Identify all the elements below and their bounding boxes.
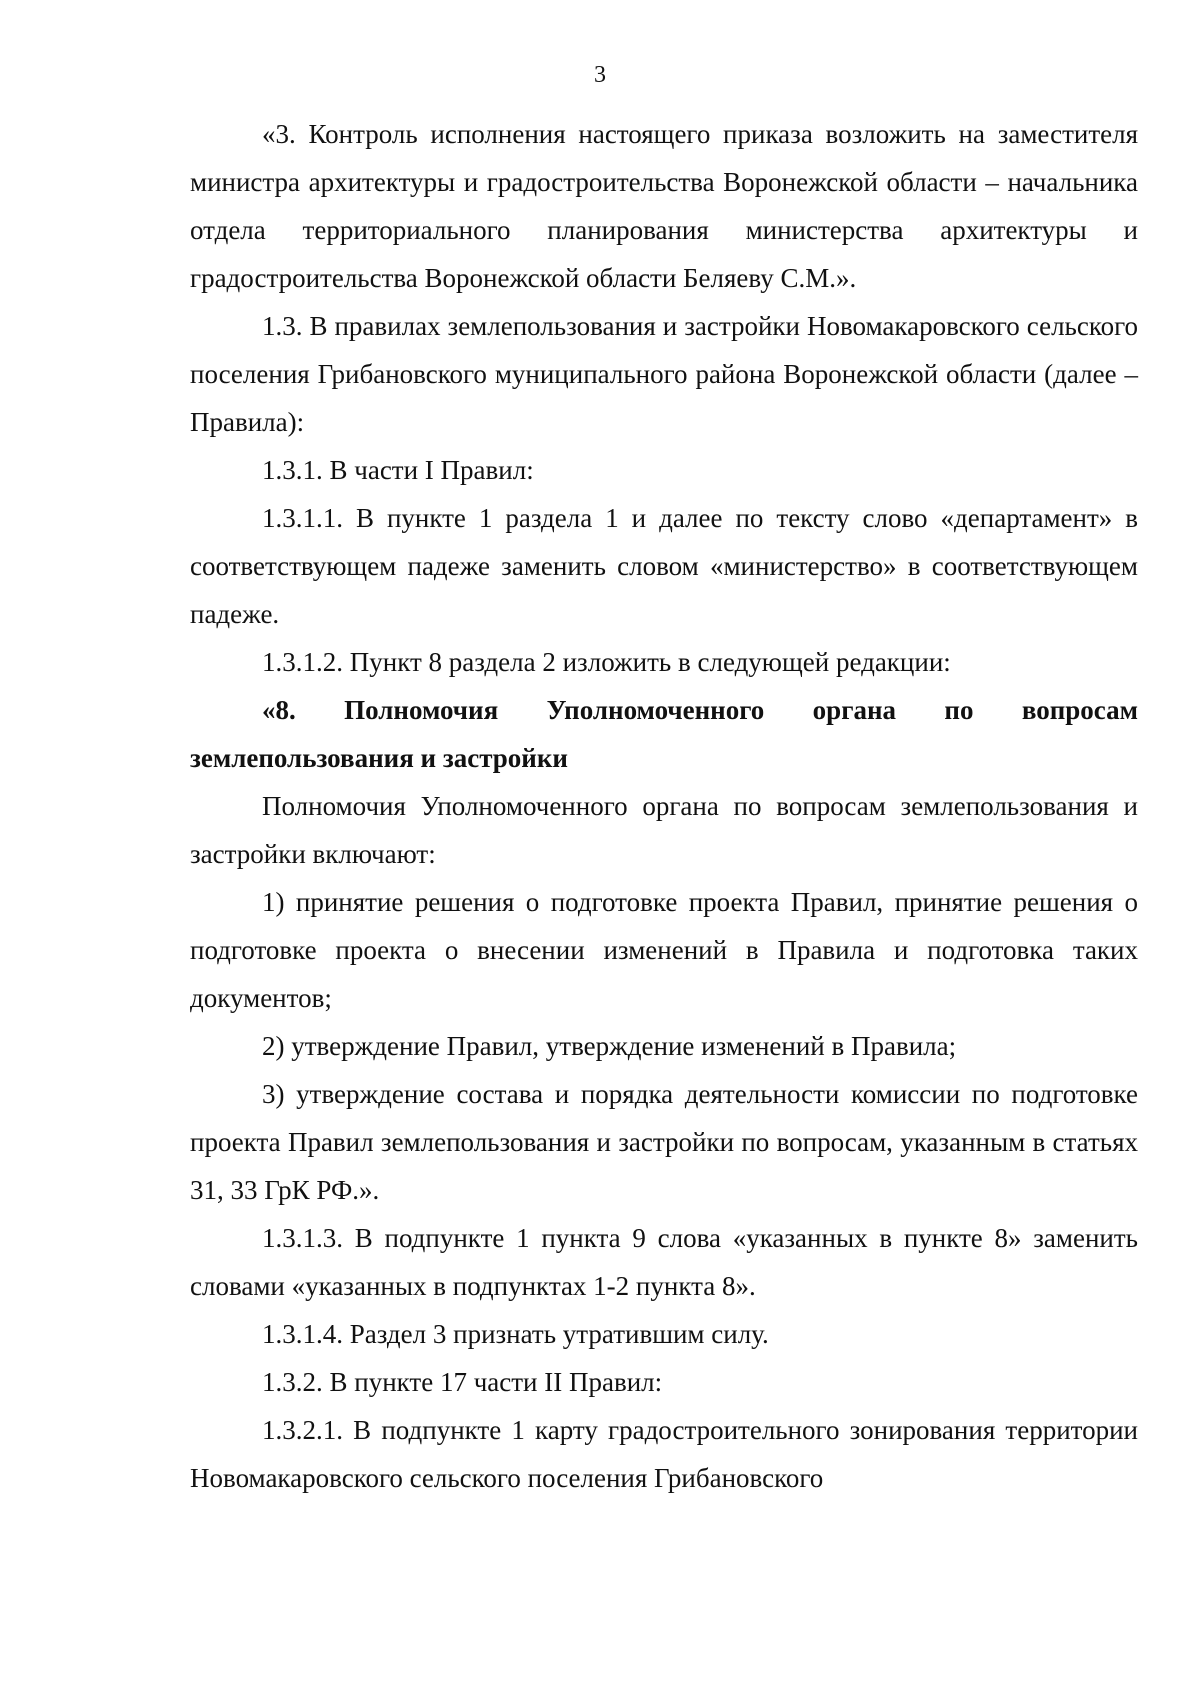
paragraph-1-3: 1.3. В правилах землепользования и застройки Новомакаровского сельского поселения Грибановского муниципального района Воронежской области (далее – Правила): xyxy=(190,311,1138,437)
list-item-1: 1) принятие решения о подготовке проекта Правил, принятие решения о подготовке проекта о внесении изменений в Правила и подготовка таких документов; xyxy=(190,887,1138,1013)
document-body xyxy=(190,110,1138,1502)
paragraph-1-3-1-1: 1.3.1.1. В пункте 1 раздела 1 и далее по тексту слово «департамент» в соответствующем падеже заменить словом «министерство» в соответствующем падеже. xyxy=(190,503,1138,629)
list-item-3: 3) утверждение состава и порядка деятельности комиссии по подготовке проекта Правил землепользования и застройки по вопросам, указанным в статьях 31, 33 ГрК РФ.». xyxy=(190,1079,1138,1205)
paragraph-1-3-1-2: 1.3.1.2. Пункт 8 раздела 2 изложить в следующей редакции: xyxy=(262,647,951,677)
paragraph-1-3-2: 1.3.2. В пункте 17 части II Правил: xyxy=(262,1367,663,1397)
paragraph-powers-intro: Полномочия Уполномоченного органа по вопросам землепользования и застройки включают: xyxy=(190,791,1138,869)
paragraph-1-3-2-1: 1.3.2.1. В подпункте 1 карту градостроительного зонирования территории Новомакаровского сельского поселения Грибановского xyxy=(190,1415,1138,1493)
paragraph-1-3-1-4: 1.3.1.4. Раздел 3 признать утратившим силу. xyxy=(262,1319,769,1349)
paragraph-control-clause: «3. Контроль исполнения настоящего приказа возложить на заместителя министра архитектуры и градостроительства Воронежской области – начальника отдела территориального планирования министерства архитектуры и градостроительства Воронежской области Беляеву С.М.». xyxy=(190,119,1138,293)
paragraph-1-3-1: 1.3.1. В части I Правил: xyxy=(262,455,534,485)
page-number: 3 xyxy=(594,62,606,88)
list-item-2: 2) утверждение Правил, утверждение изменений в Правила; xyxy=(262,1031,957,1061)
paragraph-1-3-1-3: 1.3.1.3. В подпункте 1 пункта 9 слова «указанных в пункте 8» заменить словами «указанных в подпунктах 1-2 пункта 8». xyxy=(190,1223,1138,1301)
section-8-heading: «8. Полномочия Уполномоченного органа по вопросам землепользования и застройки xyxy=(190,695,1138,773)
